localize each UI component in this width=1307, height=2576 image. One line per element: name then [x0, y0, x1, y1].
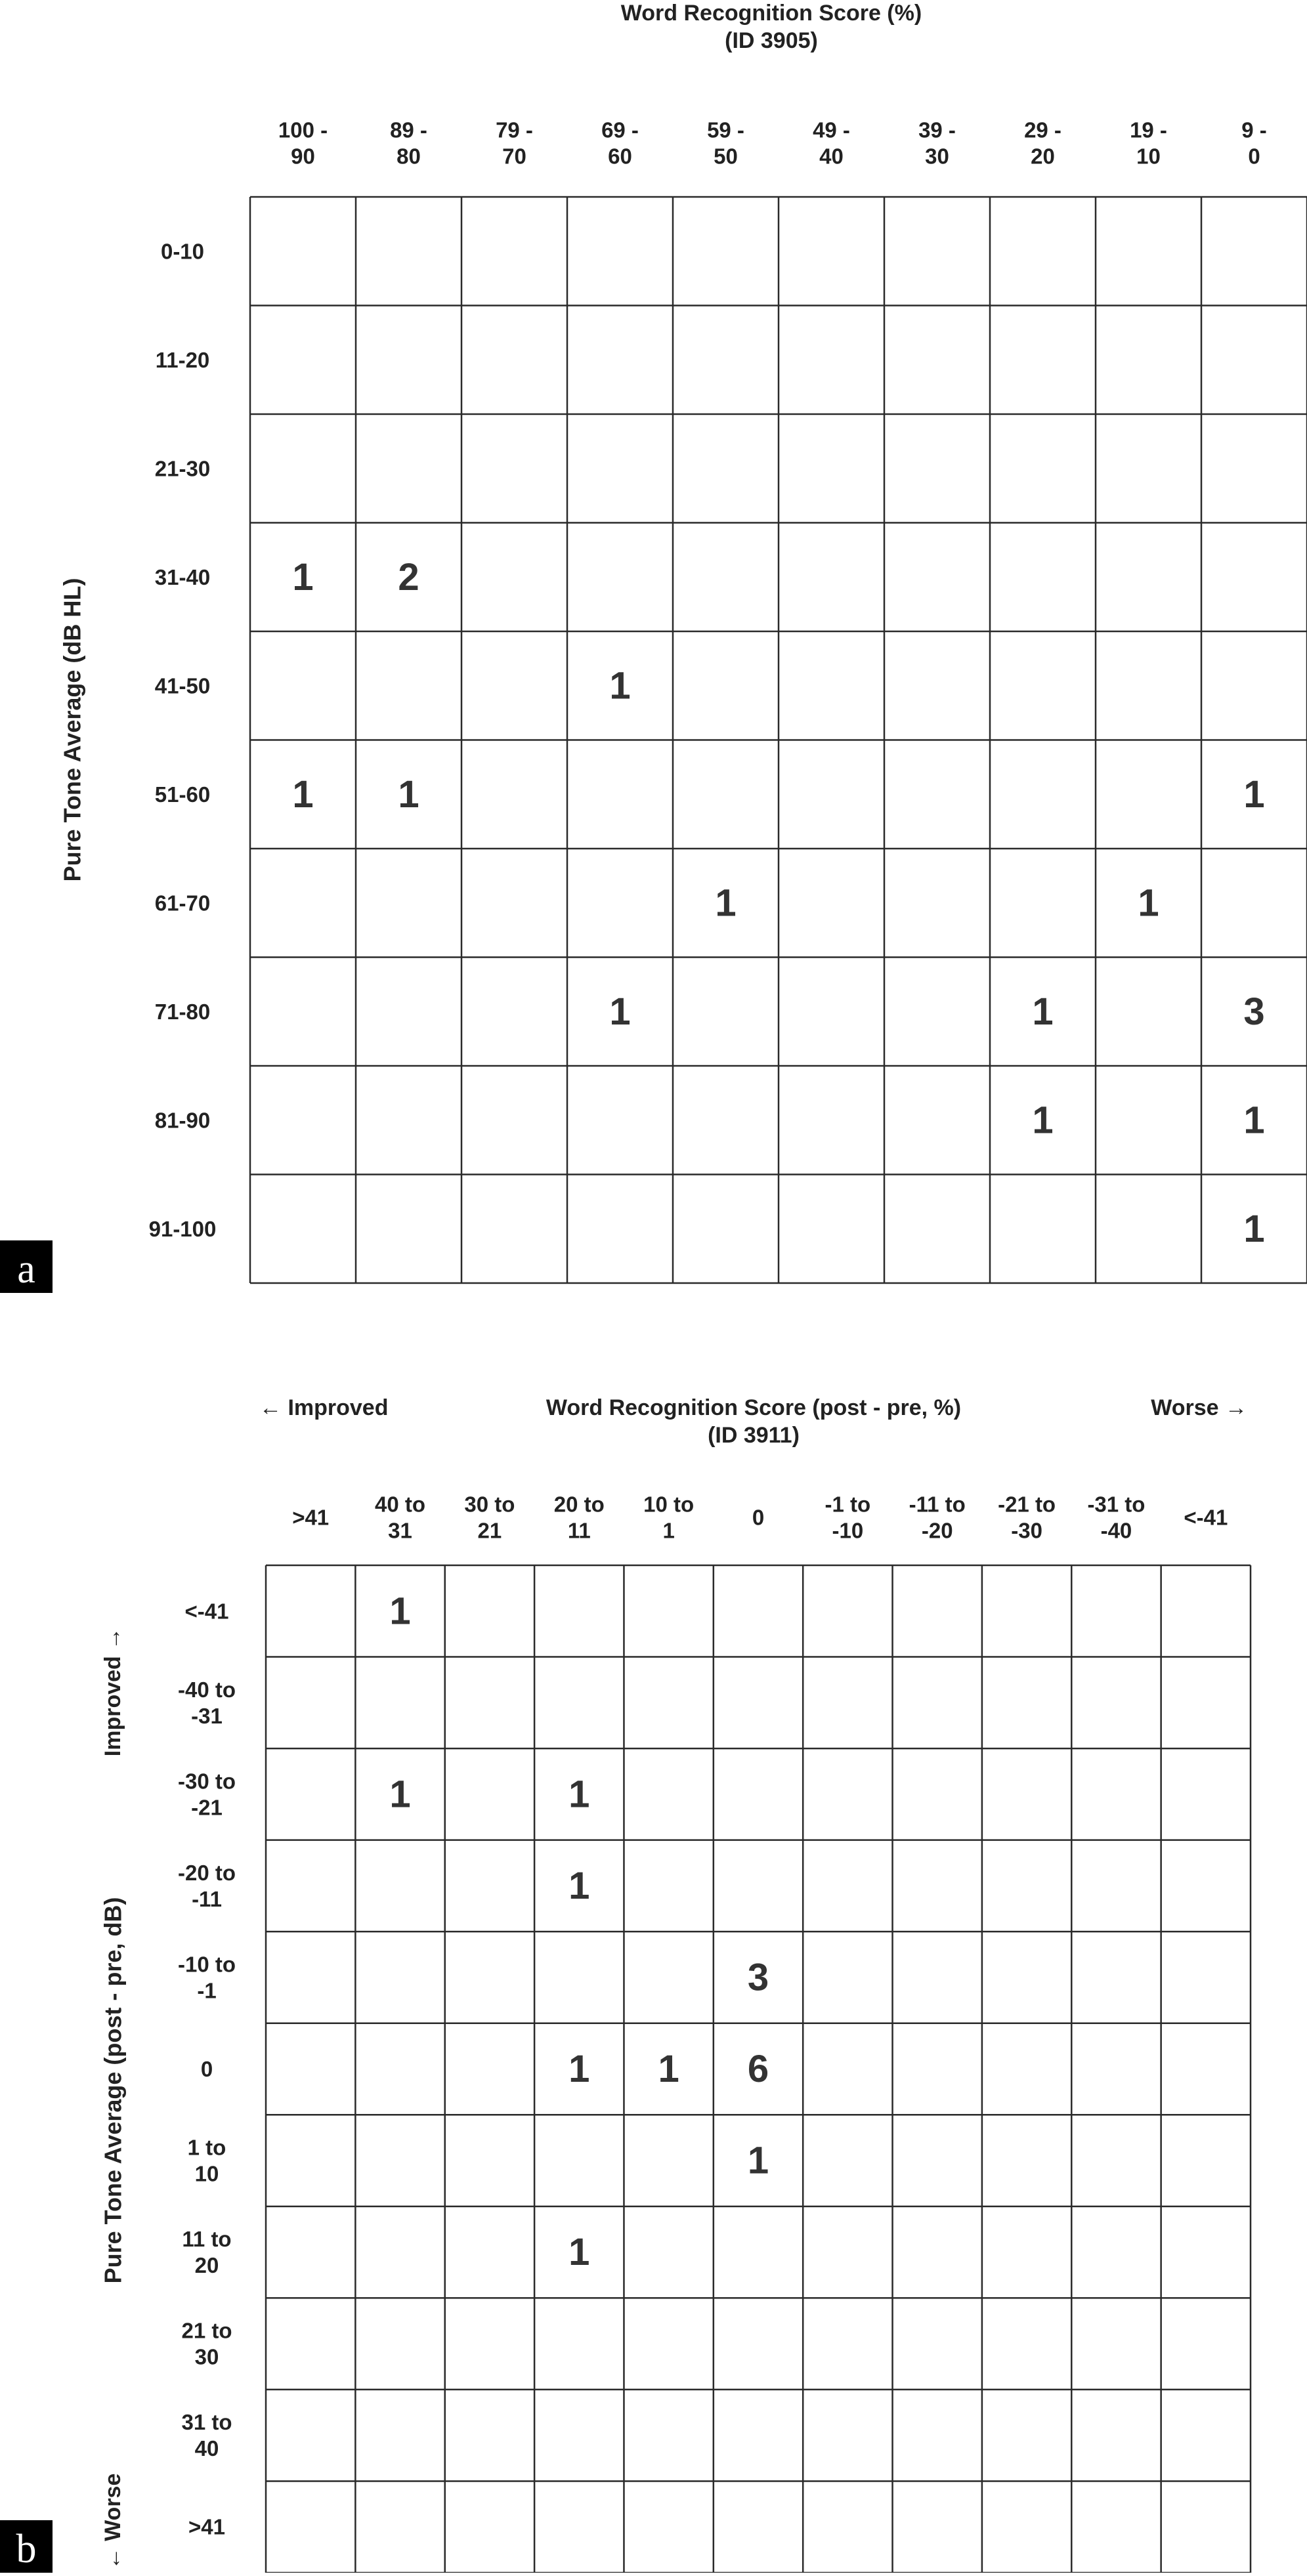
column-tick-label: 100 -90 — [278, 117, 328, 169]
row-tick-label: 1 to 10 — [187, 2135, 226, 2186]
column-tick-label: -1 to -10 — [825, 1492, 871, 1543]
panel-label: a — [17, 1247, 35, 1292]
cell-value: 1 — [715, 881, 737, 925]
cell-value: 1 — [1032, 990, 1054, 1033]
row-tick-label: -20 to -11 — [177, 1860, 236, 1911]
row-tick-label: 81-90 — [154, 1108, 211, 1133]
row-tick-label: 41-50 — [154, 673, 211, 698]
chart-title: Word Recognition Score (post - pre, %) — [546, 1395, 962, 1420]
cell-value: 1 — [389, 1773, 411, 1816]
row-tick-label: 11-20 — [155, 347, 210, 372]
cell-value: 1 — [292, 555, 314, 599]
cell-value: 6 — [747, 2048, 769, 2090]
row-tick-label: -30 to -21 — [177, 1769, 236, 1820]
row-tick-label: >41 — [188, 2514, 225, 2539]
cell-value: 1 — [747, 2139, 769, 2182]
column-tick-label: >41 — [292, 1505, 330, 1530]
row-tick-label: 51-60 — [154, 782, 211, 807]
panel-b-chart — [0, 1395, 1251, 2573]
column-tick-label: 10 to 1 — [643, 1492, 695, 1543]
column-tick-label: 19 -10 — [1130, 117, 1167, 169]
cell-value: 2 — [398, 555, 419, 599]
cell-value: 1 — [292, 772, 314, 816]
cell-value: 1 — [568, 2231, 590, 2274]
column-tick-label: 0 — [752, 1505, 765, 1530]
chart-subtitle: (ID 3911) — [708, 1423, 800, 1448]
row-tick-label: <-41 — [184, 1599, 229, 1624]
row-tick-label: 21 to 30 — [181, 2318, 232, 2369]
chart-title: Word Recognition Score (%) — [620, 1, 922, 26]
cell-value: 1 — [1243, 1207, 1265, 1250]
y-improved-annotation: Improved → — [100, 1627, 125, 1757]
panel-label: b — [16, 2527, 37, 2571]
cell-value: 3 — [1243, 990, 1265, 1033]
row-tick-label: -40 to -31 — [177, 1677, 236, 1728]
cell-value: 1 — [1243, 772, 1265, 816]
cell-value: 1 — [568, 2048, 590, 2090]
cell-value: 1 — [1138, 881, 1159, 925]
column-tick-label: 30 to 21 — [464, 1492, 515, 1543]
column-tick-label: -21 to -30 — [998, 1492, 1056, 1543]
cell-value: 1 — [609, 664, 631, 707]
cell-value: 3 — [747, 1956, 769, 1999]
x-worse-annotation: Worse → — [1151, 1395, 1247, 1420]
row-tick-label: 0-10 — [160, 239, 205, 264]
row-tick-label: 0 — [200, 2057, 213, 2081]
column-tick-label: 29 -20 — [1024, 117, 1061, 169]
cell-value: 1 — [398, 772, 419, 816]
column-tick-label: 20 to 11 — [553, 1492, 605, 1543]
chart-subtitle: (ID 3905) — [725, 28, 818, 53]
cell-value: 1 — [389, 1590, 411, 1633]
row-tick-label: 11 to 20 — [182, 2227, 232, 2278]
column-tick-label: -31 to -40 — [1087, 1492, 1146, 1543]
cell-value: 1 — [568, 1864, 590, 1907]
column-tick-label: 69 -60 — [601, 117, 639, 169]
cell-value: 1 — [568, 1773, 590, 1816]
cell-value: 1 — [609, 990, 631, 1033]
cell-value: 1 — [1032, 1099, 1054, 1142]
column-tick-label: 9 -0 — [1241, 117, 1267, 169]
row-tick-label: 71-80 — [154, 999, 211, 1024]
row-tick-label: 91-100 — [148, 1216, 217, 1241]
panel-a-chart — [0, 1, 1307, 1293]
column-tick-label: -11 to -20 — [909, 1492, 966, 1543]
column-tick-label: 59 -50 — [707, 117, 744, 169]
column-tick-label: 39 -30 — [918, 117, 956, 169]
cell-value: 1 — [658, 2048, 679, 2090]
y-axis-title: Pure Tone Average (post - pre, dB) — [99, 1897, 127, 2284]
row-tick-label: -10 to -1 — [177, 1952, 236, 2003]
column-tick-label: 89 -80 — [390, 117, 427, 169]
row-tick-label: 21-30 — [154, 456, 211, 481]
row-tick-label: 31-40 — [154, 564, 211, 589]
y-worse-annotation: ← Worse — [100, 2473, 125, 2570]
cell-value: 1 — [1243, 1099, 1265, 1142]
y-axis-title: Pure Tone Average (dB HL) — [58, 578, 86, 882]
column-tick-label: <-41 — [1184, 1505, 1228, 1530]
column-tick-label: 79 -70 — [496, 117, 533, 169]
row-tick-label: 31 to 40 — [181, 2410, 232, 2461]
column-tick-label: 40 to 31 — [375, 1492, 426, 1543]
row-tick-label: 61-70 — [154, 891, 211, 916]
x-improved-annotation: ← Improved — [259, 1395, 389, 1420]
column-tick-label: 49 -40 — [813, 117, 850, 169]
